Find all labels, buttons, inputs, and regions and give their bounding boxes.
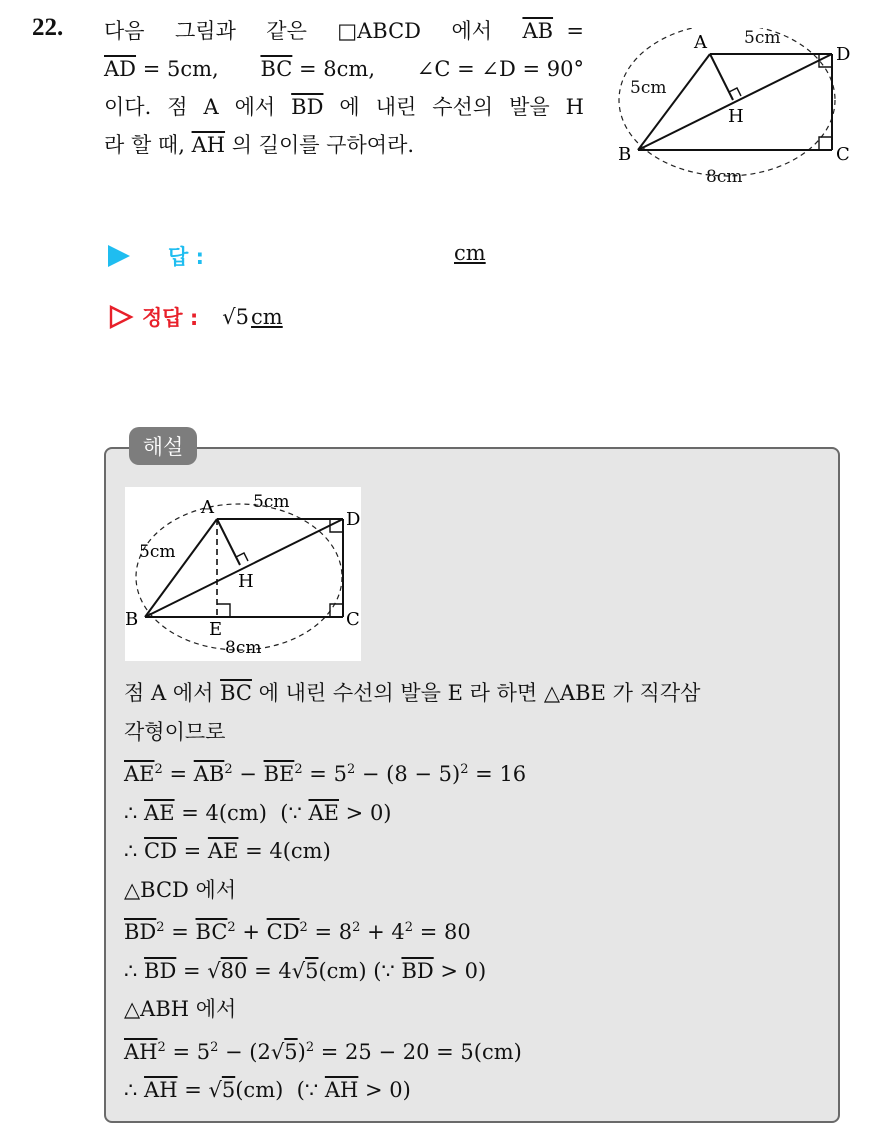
label-b: B — [125, 609, 139, 630]
segment-ah — [710, 54, 733, 100]
correct-answer-row — [108, 301, 283, 333]
answer-row — [108, 240, 204, 272]
outline-triangle-icon — [108, 304, 134, 330]
label-top-length: 5cm — [253, 492, 290, 512]
label-d: D — [346, 509, 361, 530]
explanation-tab: 해설 — [129, 427, 197, 465]
answer-unit: cm — [454, 241, 486, 265]
label-c: C — [836, 144, 850, 165]
correct-answer-label: 정답 : — [142, 306, 199, 330]
explanation-line-8: ∴ $\overline{BD} = √80 = 4√5(cm)$ (∵ $\overline{BD} > 0$) — [124, 958, 487, 983]
label-h: H — [728, 106, 744, 127]
question-line-2: $\overline{AD} = 5cm$, $\overline{BC} = 8cm$, ∠C = ∠D = 90° — [104, 57, 584, 81]
label-d: D — [836, 44, 851, 65]
diagonal-bd — [145, 519, 343, 617]
explanation-line-3: $\overline{AE}^2 = \overline{AB}^2 - \overline{BE}^2 = 5^2 - (8 - 5)^2 = 16$ — [124, 762, 527, 786]
explanation-line-6: △BCD 에서 — [124, 877, 237, 902]
label-h: H — [238, 571, 254, 592]
right-angle-c — [819, 137, 832, 150]
explanation-line-4: ∴ $\overline{AE} = 4(cm)$ (∵ $\overline{AE} > 0$) — [124, 800, 392, 825]
explanation-line-2: 각형이므로 — [124, 719, 226, 744]
question-figure — [612, 28, 862, 198]
explanation-line-5: ∴ $\overline{CD} = \overline{AE} = 4(cm)$ — [124, 839, 331, 863]
dashed-arc — [619, 28, 835, 176]
label-top-length: 5cm — [744, 28, 781, 48]
play-triangle-icon — [108, 245, 130, 267]
explanation-text — [124, 674, 834, 1110]
correct-answer-unit: cm — [251, 305, 283, 329]
question-line-3: 이다. 점 A 에서 $\overline{BD}$ 에 내린 수선의 발을 H — [104, 95, 584, 119]
diagonal-bd — [638, 54, 832, 150]
right-angle-c — [330, 604, 343, 617]
explanation-line-11: ∴ $\overline{AH} = √5(cm)$ (∵ $\overline{AH} > 0$) — [124, 1078, 411, 1102]
label-a: A — [694, 32, 707, 53]
label-bottom-length: 8cm — [225, 638, 262, 658]
explanation-line-9: △ABH 에서 — [124, 997, 237, 1021]
label-left-length: 5cm — [630, 78, 667, 98]
explanation-figure — [125, 487, 361, 661]
label-left-length: 5cm — [139, 542, 176, 562]
explanation-line-10: $\overline{AH}^2 = 5^2 - (2√5)^2 = 25 - 20 = 5(cm)$ — [124, 1039, 522, 1064]
right-angle-e — [217, 604, 230, 617]
side-ab — [638, 54, 710, 150]
explanation-line-1: 점 A 에서 $\overline{BC}$ 에 내린 수선의 발을 E 라 하면 △ABE 가 직각삼 — [124, 681, 701, 705]
segment-ah — [217, 519, 240, 565]
correct-answer-value: √5 — [222, 305, 250, 329]
label-c: C — [346, 609, 360, 630]
answer-label: 답 : — [168, 245, 204, 269]
label-a: A — [201, 497, 214, 518]
question-line-1: 다음 그림과 같은 □ABCD 에서 $\overline{AB}$ = — [104, 19, 584, 43]
question-number: 22. — [32, 14, 64, 41]
label-e: E — [209, 619, 223, 640]
label-b: B — [618, 144, 632, 165]
question-text — [104, 12, 584, 164]
explanation-line-7: $\overline{BD}^2 = \overline{BC}^2 + \overline{CD}^2 = 8^2 + 4^2 = 80$ — [124, 920, 471, 944]
question-line-4: 라 할 때, $\overline{AH}$ 의 길이를 구하여라. — [104, 133, 415, 157]
label-bottom-length: 8cm — [706, 167, 743, 187]
